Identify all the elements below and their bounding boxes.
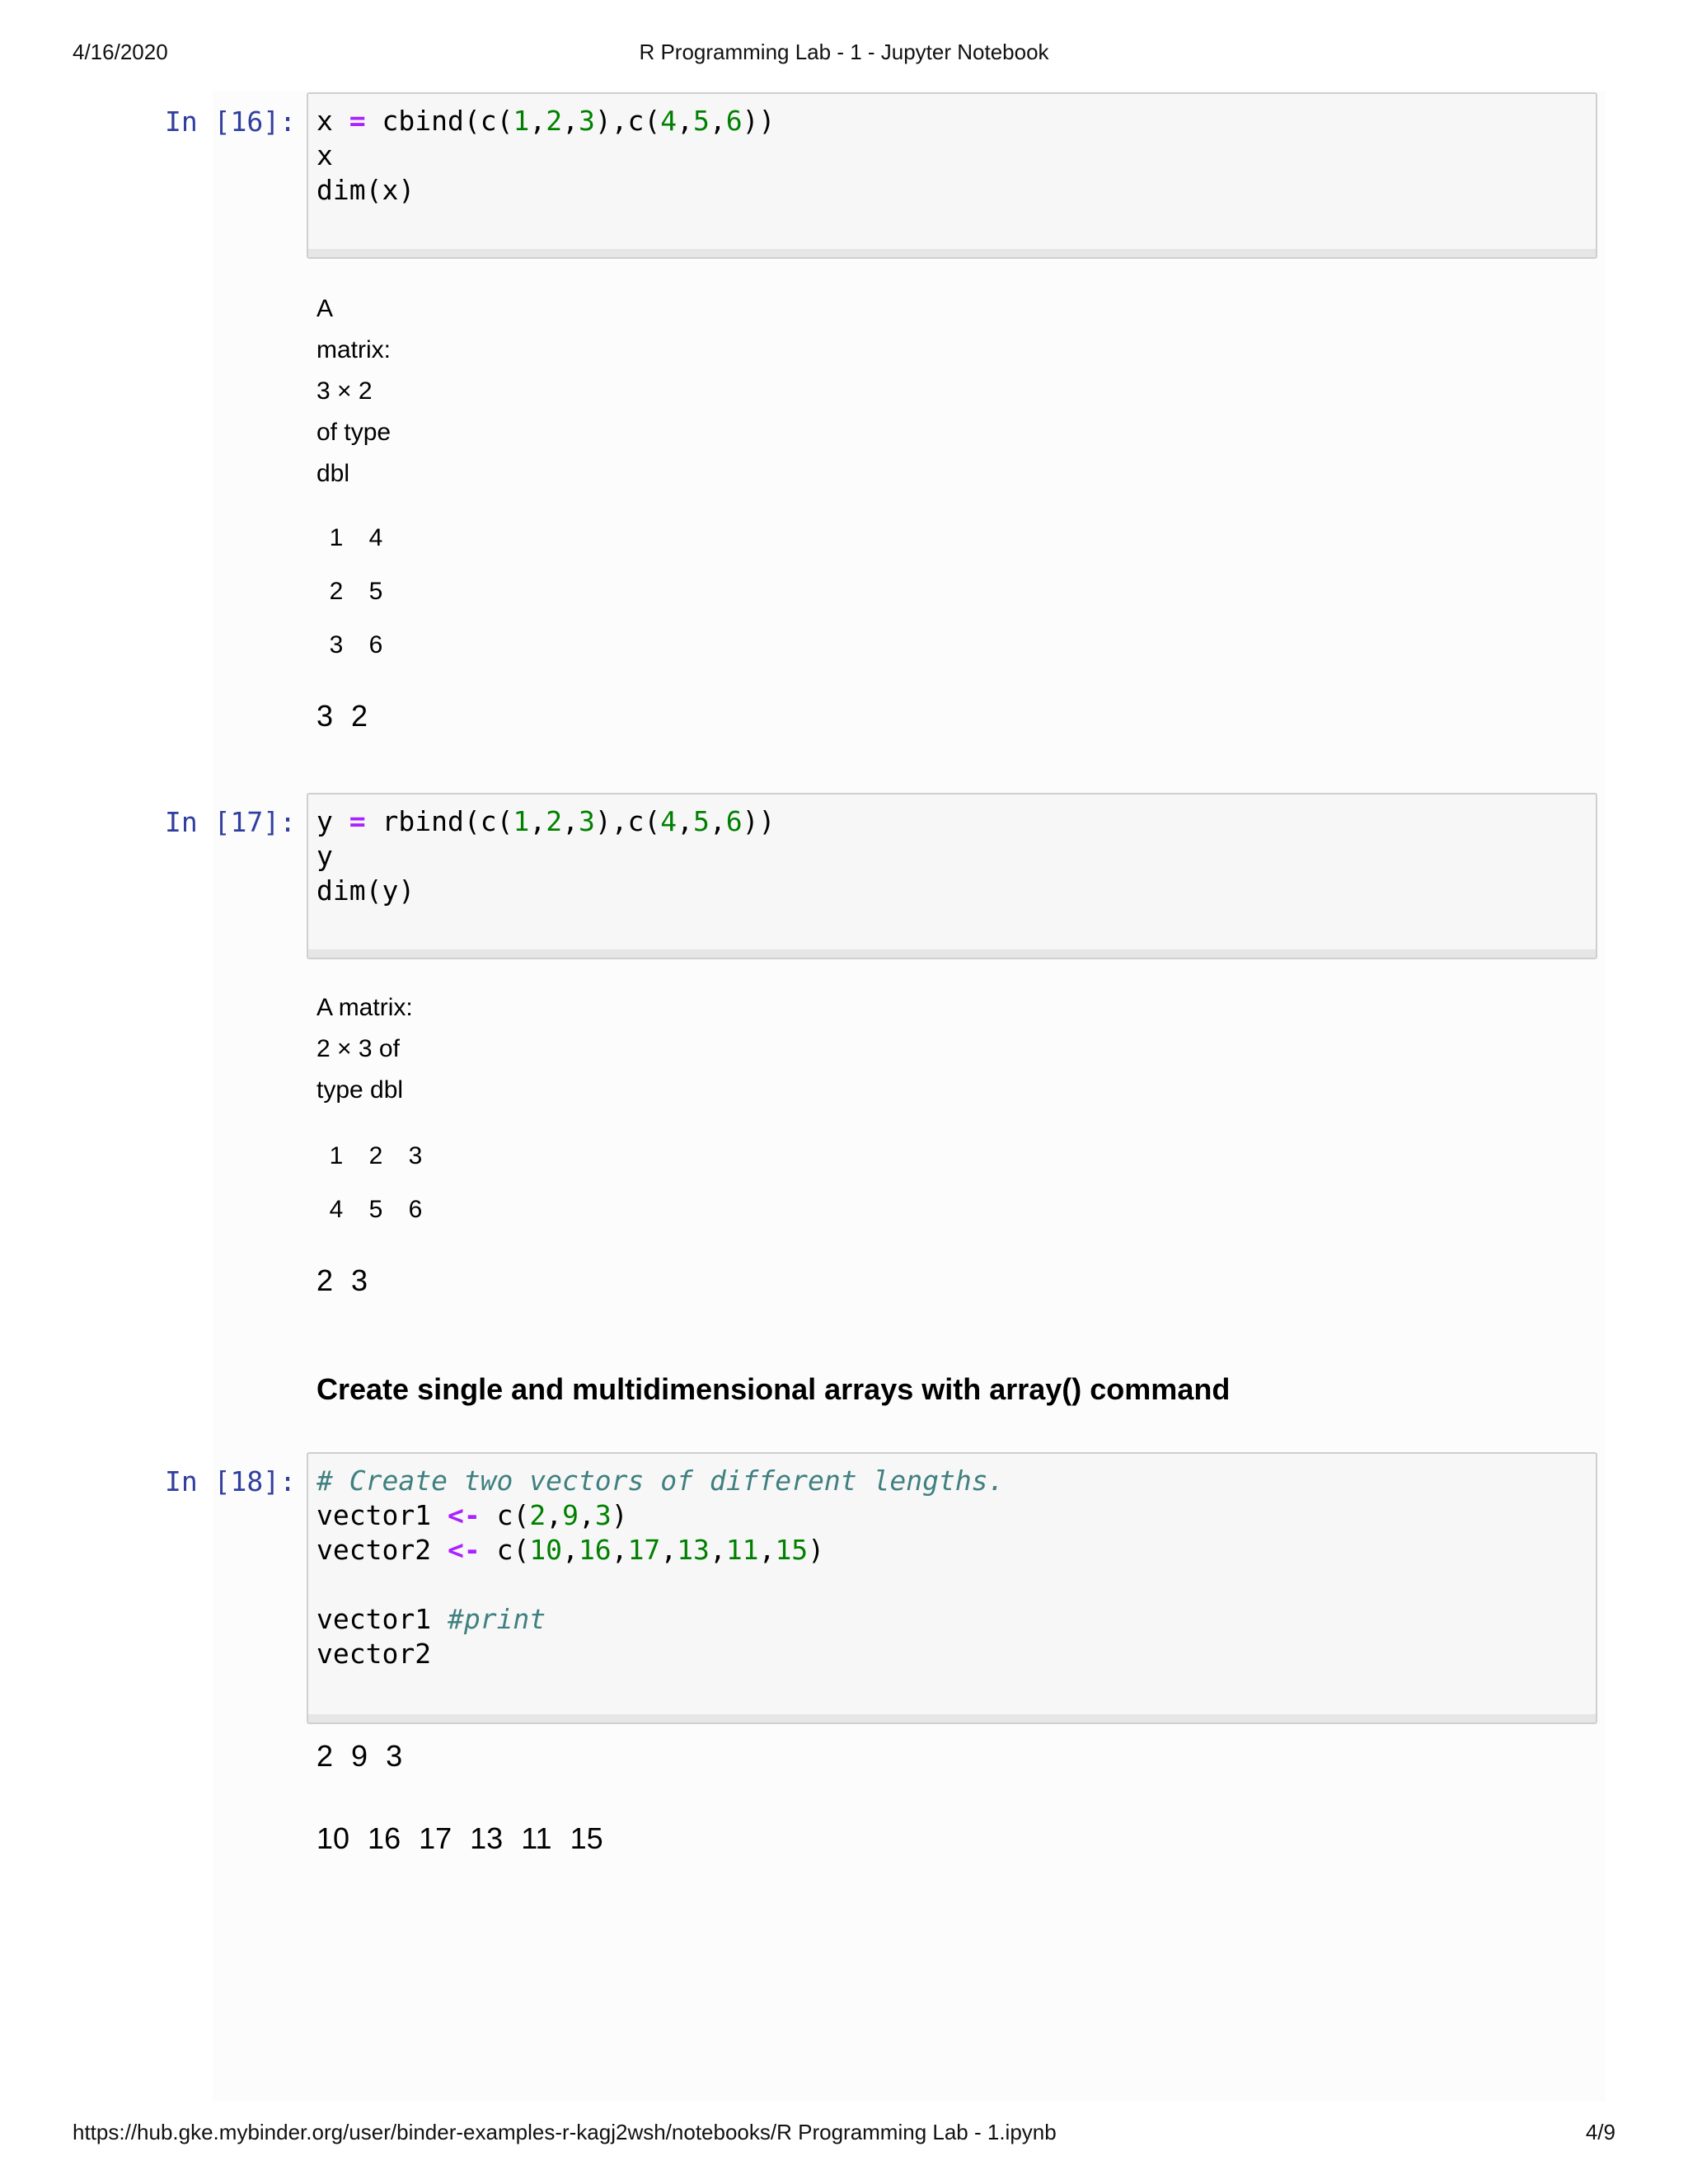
cell-17-prompt: In [17]: (165, 806, 296, 838)
matrix-caption: dbl (316, 460, 350, 487)
code-cell-16[interactable] (307, 92, 1597, 259)
dim-output (316, 699, 386, 733)
vector-value: 15 (570, 1821, 603, 1855)
matrix-row (316, 618, 396, 672)
dim-value: 3 (351, 1263, 368, 1297)
matrix-row (316, 1183, 435, 1236)
vector-value: 17 (419, 1821, 452, 1855)
dim-output (316, 1263, 386, 1298)
vector-value: 10 (316, 1821, 350, 1855)
horizontal-scrollbar[interactable] (308, 1714, 1596, 1722)
matrix-cell: 5 (368, 577, 383, 605)
footer-url: https://hub.gke.mybinder.org/user/binder-examples-r-kagj2wsh/notebooks/R Programming Lab - 1.ipynb (73, 2120, 1057, 2144)
matrix-row (316, 1129, 435, 1183)
matrix-caption: type dbl (316, 1076, 404, 1104)
code-cell-17-source[interactable]: y = rbind(c(1,2,3),c(4,5,6)) y dim(y) (316, 805, 776, 907)
matrix-caption: 3 × 2 (316, 377, 373, 405)
matrix-cell: 1 (329, 1141, 344, 1169)
vector-value: 13 (470, 1821, 504, 1855)
print-date: 4/16/2020 (73, 40, 168, 64)
matrix-cell: 4 (368, 523, 383, 551)
dim-value: 2 (351, 699, 368, 733)
horizontal-scrollbar[interactable] (308, 249, 1596, 257)
matrix-caption: A (316, 295, 334, 322)
output-matrix (316, 1129, 435, 1236)
matrix-caption: 2 × 3 of (316, 1035, 400, 1062)
code-cell-16-source[interactable]: x = cbind(c(1,2,3),c(4,5,6)) x dim(x) (316, 105, 776, 206)
cell-16-prompt: In [16]: (165, 105, 296, 138)
dim-value: 2 (316, 1263, 334, 1297)
code-cell-17[interactable] (307, 793, 1597, 959)
cell-16-output (316, 288, 391, 494)
matrix-caption: A matrix: (316, 994, 413, 1021)
vector-value: 3 (386, 1739, 403, 1773)
cell-17-output (316, 987, 413, 1111)
matrix-cell: 6 (368, 630, 383, 658)
cell-18-prompt: In [18]: (165, 1465, 296, 1497)
matrix-cell: 2 (368, 1141, 383, 1169)
matrix-cell: 4 (329, 1195, 344, 1223)
vector-value: 9 (351, 1739, 368, 1773)
page-title: R Programming Lab - 1 - Jupyter Notebook (639, 40, 1049, 64)
notebook-container (213, 91, 1606, 2102)
matrix-cell: 5 (368, 1195, 383, 1223)
vector-value: 16 (368, 1821, 401, 1855)
vector-value: 11 (521, 1821, 552, 1855)
code-cell-18[interactable] (307, 1452, 1597, 1724)
matrix-row (316, 565, 396, 618)
matrix-caption: of type (316, 419, 392, 446)
page-number: 4/9 (1585, 2120, 1615, 2144)
code-cell-18-source[interactable]: # Create two vectors of different lengths. vector1 <- c(2,9,3) vector2 <- c(10,16,17,13,11,15) vector1 #print vector2 (316, 1465, 1005, 1670)
matrix-row (316, 511, 396, 565)
vector-output (316, 1821, 621, 1856)
vector-value: 2 (316, 1739, 334, 1773)
dim-value: 3 (316, 699, 334, 733)
matrix-cell: 6 (408, 1195, 423, 1223)
matrix-cell: 3 (408, 1141, 423, 1169)
horizontal-scrollbar[interactable] (308, 949, 1596, 958)
matrix-cell: 3 (329, 630, 344, 658)
markdown-heading: Create single and multidimensional arrays with array() command (316, 1372, 1231, 1406)
vector-output (316, 1739, 420, 1774)
output-matrix (316, 511, 396, 672)
matrix-cell: 1 (329, 523, 344, 551)
matrix-cell: 2 (329, 577, 344, 605)
matrix-caption: matrix: (316, 336, 391, 363)
